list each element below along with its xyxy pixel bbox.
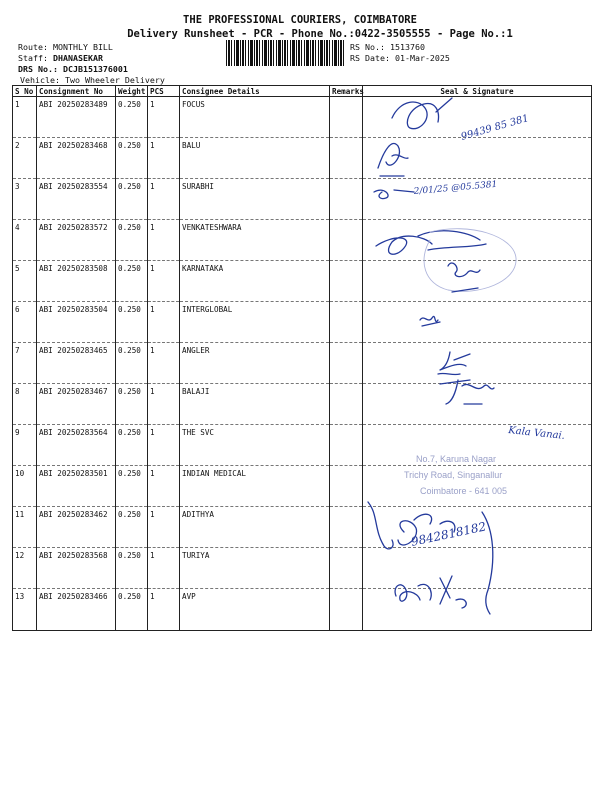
cell-sno: 9 — [13, 425, 37, 466]
cell-pcs: 1 — [148, 97, 180, 138]
cell-signature — [363, 343, 592, 384]
cell-remarks — [330, 466, 363, 507]
drs-value: DCJB151376001 — [62, 64, 128, 74]
table-row — [13, 261, 592, 302]
staff-value: DHANASEKAR — [52, 53, 103, 63]
cell-consignment: ABI 20250283466 — [37, 589, 116, 631]
cell-consignee: ADITHYA — [180, 507, 330, 548]
table-row — [13, 548, 592, 589]
cell-pcs: 1 — [148, 589, 180, 631]
cell-weight: 0.250 — [116, 261, 148, 302]
cell-weight: 0.250 — [116, 179, 148, 220]
cell-pcs: 1 — [148, 220, 180, 261]
cell-remarks — [330, 384, 363, 425]
cell-consignee: ANGLER — [180, 343, 330, 384]
cell-pcs: 1 — [148, 507, 180, 548]
cell-remarks — [330, 302, 363, 343]
cell-weight: 0.250 — [116, 548, 148, 589]
cell-sno: 6 — [13, 302, 37, 343]
cell-signature — [363, 589, 592, 631]
cell-consignee: TURIYA — [180, 548, 330, 589]
cell-weight: 0.250 — [116, 589, 148, 631]
cell-weight: 0.250 — [116, 302, 148, 343]
cell-signature — [363, 179, 592, 220]
cell-sno: 12 — [13, 548, 37, 589]
cell-sno: 5 — [13, 261, 37, 302]
cell-pcs: 1 — [148, 548, 180, 589]
stamp-line-2: Trichy Road, Singanallur — [404, 470, 503, 480]
cell-weight: 0.250 — [116, 343, 148, 384]
rs-date-line — [350, 53, 450, 63]
cell-consignment: ABI 20250283462 — [37, 507, 116, 548]
col-consignee-header: Consignee Details — [180, 86, 330, 97]
cell-pcs: 1 — [148, 343, 180, 384]
table-row — [13, 589, 592, 631]
rs-no-line — [350, 42, 425, 52]
cell-remarks — [330, 261, 363, 302]
cell-sno: 8 — [13, 384, 37, 425]
cell-signature — [363, 261, 592, 302]
cell-consignee: AVP — [180, 589, 330, 631]
cell-pcs: 1 — [148, 384, 180, 425]
cell-consignment: ABI 20250283504 — [37, 302, 116, 343]
table-row — [13, 384, 592, 425]
cell-signature — [363, 507, 592, 548]
cell-pcs: 1 — [148, 138, 180, 179]
table-header-row — [13, 86, 592, 97]
cell-weight: 0.250 — [116, 507, 148, 548]
cell-weight: 0.250 — [116, 138, 148, 179]
cell-signature — [363, 302, 592, 343]
cell-remarks — [330, 425, 363, 466]
route-line — [18, 42, 113, 52]
cell-pcs: 1 — [148, 466, 180, 507]
col-weight-header: Weight — [116, 86, 148, 97]
cell-pcs: 1 — [148, 179, 180, 220]
cell-consignment: ABI 20250283467 — [37, 384, 116, 425]
cell-consignment: ABI 20250283564 — [37, 425, 116, 466]
rs-date-value: 01-Mar-2025 — [394, 53, 450, 63]
table-row — [13, 343, 592, 384]
cell-signature — [363, 466, 592, 507]
cell-signature — [363, 548, 592, 589]
cell-remarks — [330, 548, 363, 589]
rs-date-label: RS Date: — [350, 53, 390, 63]
stamp-line-1: No.7, Karuna Nagar — [416, 454, 497, 464]
cell-sno: 13 — [13, 589, 37, 631]
cell-sno: 11 — [13, 507, 37, 548]
cell-remarks — [330, 343, 363, 384]
cell-pcs: 1 — [148, 261, 180, 302]
cell-sno: 1 — [13, 97, 37, 138]
cell-consignee: BALU — [180, 138, 330, 179]
col-signature-header: Seal & Signature — [363, 86, 592, 97]
cell-remarks — [330, 507, 363, 548]
vehicle-line — [20, 75, 165, 85]
cell-signature — [363, 384, 592, 425]
handwritten-phone-1: 99439 85 381 — [459, 113, 531, 143]
runsheet-subtitle: Delivery Runsheet - PCR - Phone No.:0422-3505555 - Page No.:1 — [127, 28, 513, 40]
table-row — [13, 507, 592, 548]
cell-sno: 10 — [13, 466, 37, 507]
cell-weight: 0.250 — [116, 384, 148, 425]
cell-sno: 2 — [13, 138, 37, 179]
route-label: Route: — [18, 42, 48, 52]
cell-consignment: ABI 20250283465 — [37, 343, 116, 384]
cell-sno: 7 — [13, 343, 37, 384]
handwritten-signature-9: Kala Vanai. — [507, 425, 566, 442]
rs-no-label: RS No.: — [350, 42, 385, 52]
cell-weight: 0.250 — [116, 425, 148, 466]
col-sno-header: S No — [13, 86, 37, 97]
handwritten-phone-2: 9842818182 — [409, 519, 488, 549]
cell-weight: 0.250 — [116, 466, 148, 507]
stamp-line-3: Coimbatore - 641 005 — [420, 486, 508, 496]
cell-pcs: 1 — [148, 302, 180, 343]
cell-consignment: ABI 20250283501 — [37, 466, 116, 507]
delivery-table — [12, 85, 592, 631]
cell-consignee: FOCUS — [180, 97, 330, 138]
cell-sno: 3 — [13, 179, 37, 220]
route-value: MONTHLY BILL — [52, 42, 113, 52]
cell-weight: 0.250 — [116, 220, 148, 261]
col-pcs-header: PCS — [148, 86, 180, 97]
cell-consignee: THE SVC — [180, 425, 330, 466]
cell-consignee: INTERGLOBAL — [180, 302, 330, 343]
table-row — [13, 138, 592, 179]
drs-line — [18, 64, 128, 74]
table-row — [13, 466, 592, 507]
cell-remarks — [330, 220, 363, 261]
handwritten-note-3: 2/01/25 @05.5381 — [413, 179, 498, 197]
vehicle-value: Two Wheeler Delivery — [64, 75, 165, 85]
table-row — [13, 179, 592, 220]
cell-consignment: ABI 20250283489 — [37, 97, 116, 138]
cell-remarks — [330, 589, 363, 631]
cell-consignee: SURABHI — [180, 179, 330, 220]
cell-remarks — [330, 179, 363, 220]
col-consignment-header: Consignment No — [37, 86, 116, 97]
barcode — [226, 40, 344, 66]
table-row — [13, 220, 592, 261]
cell-consignment: ABI 20250283508 — [37, 261, 116, 302]
drs-label: DRS No.: — [18, 64, 58, 74]
cell-signature — [363, 220, 592, 261]
col-remarks-header: Remarks — [330, 86, 363, 97]
staff-label: Staff: — [18, 53, 48, 63]
company-title: THE PROFESSIONAL COURIERS, COIMBATORE — [183, 14, 417, 26]
cell-pcs: 1 — [148, 425, 180, 466]
cell-sno: 4 — [13, 220, 37, 261]
table-row — [13, 302, 592, 343]
cell-consignment: ABI 20250283572 — [37, 220, 116, 261]
cell-consignment: ABI 20250283568 — [37, 548, 116, 589]
cell-consignment: ABI 20250283468 — [37, 138, 116, 179]
cell-signature — [363, 425, 592, 466]
table-row — [13, 97, 592, 138]
table-row — [13, 425, 592, 466]
cell-consignee: INDIAN MEDICAL — [180, 466, 330, 507]
cell-remarks — [330, 138, 363, 179]
cell-signature — [363, 97, 592, 138]
cell-signature — [363, 138, 592, 179]
cell-consignee: BALAJI — [180, 384, 330, 425]
cell-remarks — [330, 97, 363, 138]
cell-consignee: KARNATAKA — [180, 261, 330, 302]
staff-line — [18, 53, 103, 63]
cell-weight: 0.250 — [116, 97, 148, 138]
rs-no-value: 1513760 — [389, 42, 425, 52]
vehicle-label: Vehicle: — [20, 75, 60, 85]
cell-consignee: VENKATESHWARA — [180, 220, 330, 261]
cell-consignment: ABI 20250283554 — [37, 179, 116, 220]
